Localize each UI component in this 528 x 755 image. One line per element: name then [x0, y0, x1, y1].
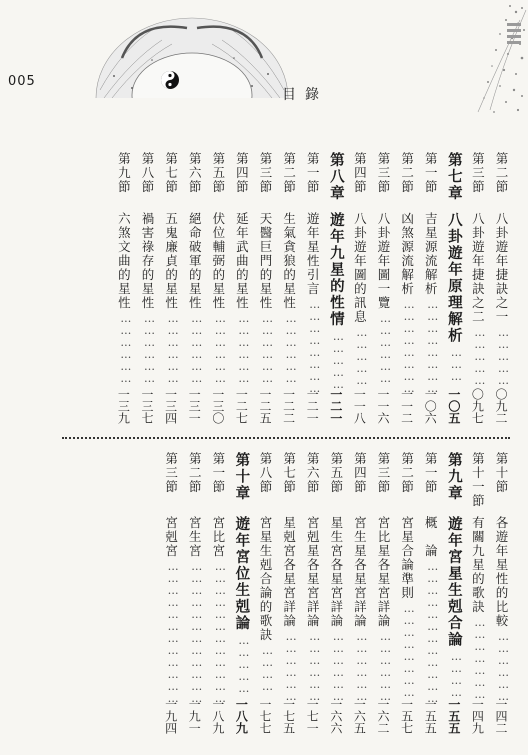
entry-title: 絕命破軍的星性: [187, 212, 203, 310]
toc-entry: [114, 152, 132, 424]
leader-dots: ……………: [237, 634, 251, 694]
entry-title: 八卦遊年圖的訊息: [352, 212, 368, 324]
entry-page: 一七一: [305, 698, 320, 734]
entry-label: 第七節: [281, 452, 297, 494]
entry-title: 生氣貪狼的星性: [281, 212, 297, 310]
entry-title: 延年武曲的星性: [234, 212, 250, 310]
entry-title: 六煞文曲的星性: [116, 212, 132, 310]
entry-label: 第三節: [376, 152, 391, 194]
entry-title: 禍害祿存的星性: [140, 212, 155, 310]
leader-dots: ………………: [119, 312, 133, 384]
leader-dots: ………………: [190, 312, 204, 384]
toc-entry: [303, 152, 321, 424]
entry-page: 一六二: [376, 698, 390, 734]
leader-dots: ……………: [497, 326, 510, 386]
entry-title: 有關九星的歌訣: [470, 516, 486, 614]
entry-page: 一四九: [470, 698, 485, 734]
entry-title: 遊年星性引言: [305, 212, 321, 296]
toc-entry: [232, 152, 250, 424]
entry-title: 宮剋宮: [163, 516, 179, 558]
entry-label: 第三節: [376, 452, 391, 494]
entry-title: 遊年宮星生剋合論: [445, 516, 463, 648]
entry-title: 各遊年星性的比較: [494, 516, 509, 628]
entry-page: 一九一: [187, 698, 202, 734]
entry-title: 伏位輔弼的星性: [210, 212, 226, 310]
entry-page: 一八九: [234, 698, 249, 734]
entry-label: 第八節: [140, 152, 155, 194]
entry-page: 一二一: [328, 388, 343, 424]
toc-entry: [280, 152, 298, 424]
toc-entry: [398, 152, 416, 424]
entry-page: 一三一: [187, 388, 202, 424]
margin-mark: [507, 20, 521, 47]
toc-entry: [374, 152, 392, 424]
toc-chapter: [445, 152, 463, 424]
toc-entry: [303, 452, 321, 734]
toc-entry: [398, 452, 416, 734]
entry-title: 星生宮各星宮詳論: [328, 516, 344, 628]
leader-dots: ……………………: [402, 298, 416, 394]
yin-yang-emblem-icon: [92, 0, 292, 98]
entry-page: 一六六: [328, 698, 343, 734]
entry-title: 星剋宮各星宮詳論: [281, 516, 297, 628]
entry-title: 天醫巨門的星性: [258, 212, 273, 310]
leader-dots: ………………………………: [166, 560, 180, 704]
toc-entry: [421, 152, 439, 424]
page-number: 005: [8, 74, 36, 89]
entry-label: 第五節: [210, 152, 226, 194]
entry-label: 第一節: [305, 152, 321, 194]
toc-entry: [256, 452, 274, 734]
entry-page: 一三四: [163, 388, 178, 424]
toc-chapter: [232, 452, 250, 734]
toc-entry: [185, 452, 203, 734]
corner-pattern-icon: [470, 0, 528, 118]
entry-label: 第九章: [445, 452, 463, 502]
entry-label: 第八章: [327, 152, 345, 202]
toc-entry: [492, 452, 510, 734]
toc-entry: [256, 152, 274, 424]
toc-entry: [185, 152, 203, 424]
leader-dots: ………………………………: [426, 560, 440, 704]
leader-dots: ………………: [355, 630, 369, 702]
leader-dots: ………………: [213, 312, 227, 384]
leader-dots: ……………: [331, 330, 345, 390]
entry-page: 一一八: [352, 388, 367, 424]
entry-page: 一八九: [210, 698, 225, 734]
toc-chapter: [445, 452, 463, 734]
entry-page: 一二五: [258, 388, 272, 424]
entry-label: 第二節: [281, 152, 297, 194]
entry-label: 第三節: [163, 452, 179, 494]
entry-label: 第五節: [328, 452, 344, 494]
toc-entry: [209, 452, 227, 734]
entry-page: 一三九: [116, 388, 131, 424]
entry-page: 一一六: [376, 388, 390, 424]
entry-title: 宮星生剋合論的歌訣: [258, 516, 273, 642]
entry-title: 八卦遊年圖一覽: [376, 212, 391, 310]
entry-title: 八卦遊年捷訣之一: [494, 212, 509, 324]
entry-label: 第六節: [187, 152, 203, 194]
entry-label: 第六節: [305, 452, 321, 494]
leader-dots: ……………: [473, 326, 487, 386]
entry-page: 一五五: [423, 698, 438, 734]
entry-title: 宮比星各星宮詳論: [376, 516, 391, 628]
leader-dots: ………: [449, 346, 463, 382]
entry-title: 凶煞源流解析: [399, 212, 415, 296]
leader-dots: ………………: [331, 630, 345, 702]
section-divider: [62, 437, 510, 439]
entry-page: 一〇六: [423, 388, 438, 424]
leader-dots: ………………: [379, 312, 392, 384]
entry-page: 一七五: [281, 698, 296, 734]
entry-label: 第一節: [210, 452, 226, 494]
entry-title: 五鬼廉貞的星性: [163, 212, 179, 310]
leader-dots: ………………: [497, 630, 510, 702]
entry-label: 第九節: [116, 152, 132, 194]
entry-label: 第二節: [187, 452, 203, 494]
leader-dots: ………………: [284, 630, 298, 702]
leader-dots: ………………: [143, 312, 156, 384]
entry-label: 第三節: [470, 152, 486, 194]
toc-entry: [350, 152, 368, 424]
entry-page: 一二一: [305, 388, 320, 424]
leader-dots: ………………………………: [213, 560, 227, 704]
leader-dots: …………: [261, 644, 274, 692]
entry-title: 八卦遊年捷訣之二: [470, 212, 486, 324]
toc-chapter: [327, 152, 345, 424]
entry-label: 第二節: [399, 452, 415, 494]
entry-title: 宮比宮: [210, 516, 226, 558]
entry-title: 遊年宮位生剋論: [233, 516, 251, 632]
toc-entry: [138, 152, 156, 424]
entry-label: 第八節: [258, 452, 273, 494]
toc-entry: [468, 152, 486, 424]
entry-label: 第三節: [258, 152, 273, 194]
toc-entry: [374, 452, 392, 734]
leader-dots: ………………: [261, 312, 274, 384]
toc-entry: [162, 452, 180, 734]
leader-dots: …………………: [473, 616, 487, 700]
entry-page: 一五七: [399, 698, 414, 734]
leader-dots: ……………………: [308, 298, 322, 394]
toc-upper: [114, 152, 510, 424]
leader-dots: …………: [449, 650, 463, 698]
toc-entry: [327, 452, 345, 734]
entry-page: 一三七: [140, 388, 154, 424]
entry-label: 第四節: [234, 152, 250, 194]
entry-page: 〇九七: [470, 388, 485, 424]
entry-page: 一〇五: [446, 388, 461, 424]
leader-dots: ………………: [166, 312, 180, 384]
entry-label: 第十節: [494, 452, 509, 494]
leader-dots: ………………: [237, 312, 251, 384]
entry-page: 一一二: [399, 388, 414, 424]
toc-entry: [421, 452, 439, 734]
entry-page: 一三〇: [210, 388, 225, 424]
toc-entry: [209, 152, 227, 424]
toc-entry: [350, 452, 368, 734]
leader-dots: ……………………: [402, 602, 416, 698]
entry-page: 一四二: [494, 698, 508, 734]
toc-entry: [468, 452, 486, 734]
entry-page: 一七七: [258, 698, 272, 734]
entry-label: 第四節: [352, 152, 368, 194]
entry-page: 〇九二: [494, 388, 508, 424]
entry-label: 第四節: [352, 452, 368, 494]
entry-page: 一九四: [163, 698, 178, 734]
toc-entry: [280, 452, 298, 734]
entry-page: 一六五: [352, 698, 367, 734]
entry-title: 宮星合論準則: [399, 516, 415, 600]
toc-lower: [162, 452, 510, 734]
entry-label: 第一節: [423, 452, 439, 494]
entry-title: 宮剋星各星宮詳論: [305, 516, 321, 628]
leader-dots: ……………………: [426, 298, 440, 394]
toc-entry: [492, 152, 510, 424]
entry-title: 宮生星各星宮詳論: [352, 516, 368, 628]
entry-title: 宮生宮: [187, 516, 203, 558]
entry-label: 第七章: [445, 152, 463, 202]
page-title: 目錄: [282, 87, 328, 103]
leader-dots: ……………: [355, 326, 369, 386]
entry-label: 第一節: [423, 152, 439, 194]
entry-title: 遊年九星的性情: [327, 212, 345, 328]
entry-label: 第七節: [163, 152, 179, 194]
entry-title: 概 論: [423, 516, 439, 558]
entry-page: 一二七: [234, 388, 249, 424]
leader-dots: ………………: [379, 630, 392, 702]
entry-label: 第二節: [494, 152, 509, 194]
leader-dots: ………………: [284, 312, 298, 384]
entry-label: 第十一節: [470, 452, 486, 508]
entry-page: 一二二: [281, 388, 296, 424]
leader-dots: ………………: [308, 630, 322, 702]
entry-title: 八卦遊年原理解析: [445, 212, 463, 344]
entry-page: 一五五: [446, 698, 461, 734]
toc-entry: [162, 152, 180, 424]
entry-label: 第十章: [233, 452, 251, 502]
entry-title: 吉星源流解析: [423, 212, 439, 296]
entry-label: 第二節: [399, 152, 415, 194]
leader-dots: ………………………………: [190, 560, 204, 704]
